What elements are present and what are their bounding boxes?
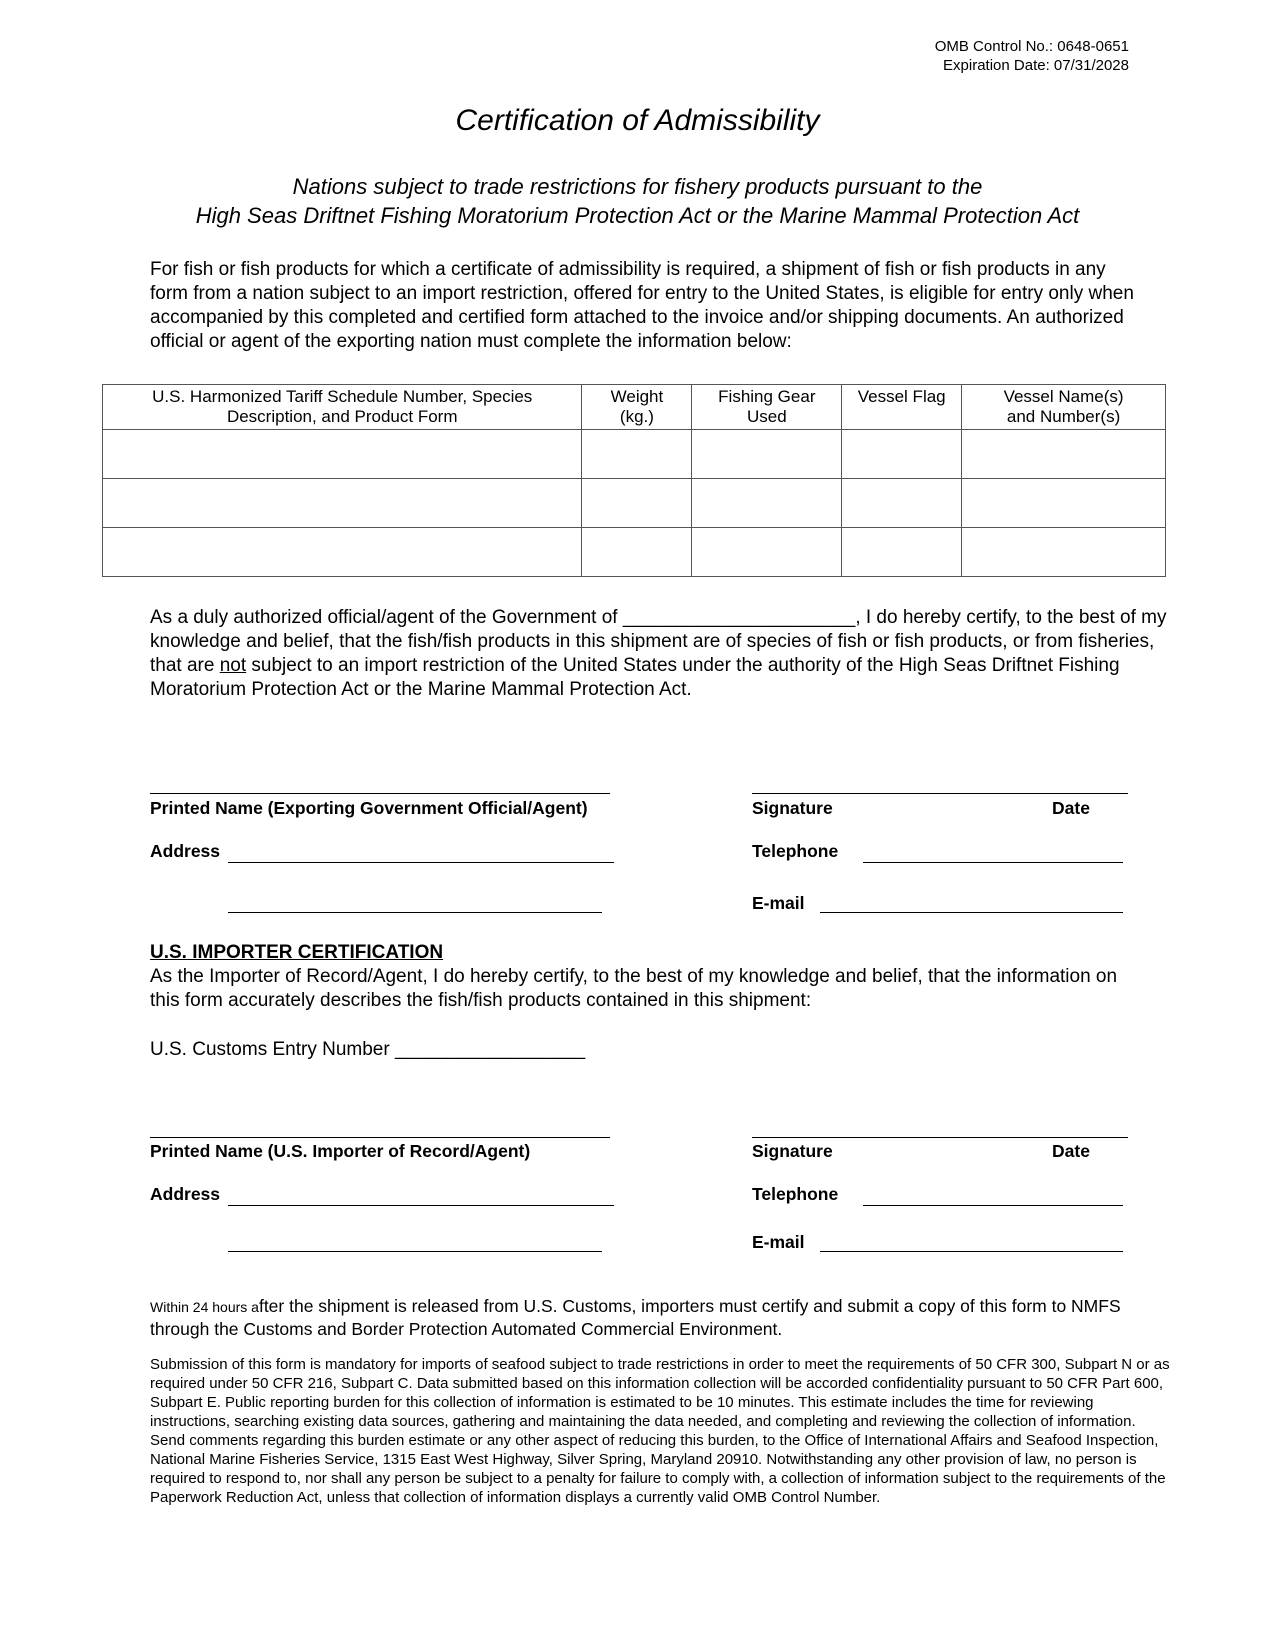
exporter-printed-name-line[interactable] (150, 793, 610, 794)
exporter-telephone-line[interactable] (863, 862, 1123, 863)
exporter-signature-line[interactable] (752, 793, 1128, 794)
col-header-weight (582, 385, 692, 430)
customs-entry-blank[interactable]: __________________ (394, 1039, 586, 1060)
table-header-row (103, 385, 1166, 430)
table-row (103, 528, 1166, 577)
importer-signature-line[interactable] (752, 1137, 1128, 1138)
col-header-text: Fishing Gear (718, 387, 816, 406)
expiration-date: Expiration Date: 07/31/2028 (943, 57, 1129, 74)
table-cell-weight[interactable] (582, 528, 692, 577)
col-header-text: Used (746, 407, 787, 426)
table-cell-flag[interactable] (842, 479, 962, 528)
importer-section (150, 941, 1150, 1013)
table-cell-gear[interactable] (692, 528, 842, 577)
intro-paragraph: For fish or fish products for which a certificate of admissibility is required, a shipment of fish or fish products in any form from a nation subject to an import restriction, offered for entry to the United States, is eligible for entry only when accompanied by this completed and certified form attached to the invoice and/or shipping documents. An authorized official or agent of the exporting nation must complete the information below: (150, 259, 1134, 352)
subtitle (0, 172, 1275, 230)
not-emphasis: not (219, 655, 247, 676)
exporter-email-line[interactable] (820, 912, 1123, 913)
table-row (103, 479, 1166, 528)
customs-entry (150, 1038, 1150, 1062)
exporter-address-line-2[interactable] (228, 912, 602, 913)
exporter-signature-label: Signature (752, 798, 833, 818)
table-cell-vessel[interactable] (962, 479, 1166, 528)
col-header-text: (kg.) (619, 407, 654, 426)
importer-signature-label: Signature (752, 1141, 833, 1161)
certification-paragraph (150, 606, 1170, 702)
cert-text: subject to an import restriction of the United States under the authority of the High Seas Driftnet Fishing Moratorium Protection Act or the Marine Mammal Protection Act. (150, 655, 1120, 700)
table-cell-weight[interactable] (582, 430, 692, 479)
exporter-telephone-label: Telephone (752, 841, 839, 861)
subtitle-line-2: High Seas Driftnet Fishing Moratorium Protection Act or the Marine Mammal Protection Act (195, 203, 1080, 228)
omb-control-number: OMB Control No.: 0648-0651 (934, 38, 1129, 55)
table-cell-gear[interactable] (692, 430, 842, 479)
table-cell-weight[interactable] (582, 479, 692, 528)
cert-text: , I do hereby certify, to the best of my knowledge and belief, that the fish/fish products in this shipment are of species of fish or fish products, or from fisheries, that are (150, 607, 1167, 676)
exporter-address-label: Address (150, 841, 221, 861)
subtitle-line-1: Nations subject to trade restrictions for fishery products pursuant to the (292, 174, 983, 199)
table-cell-tariff[interactable] (103, 528, 582, 577)
cert-text: As a duly authorized official/agent of the Government of (150, 607, 623, 628)
table-cell-tariff[interactable] (103, 479, 582, 528)
submission-note-text: fter the shipment is released from U.S. Customs, importers must certify and submit a copy of this form to NMFS through the Customs and Border Protection Automated Commercial Environment. (150, 1296, 1121, 1339)
col-header-text: Weight (610, 387, 664, 406)
exporter-address-line[interactable] (228, 862, 614, 863)
importer-address-line-2[interactable] (228, 1251, 602, 1252)
exporter-printed-name-label: Printed Name (Exporting Government Official/Agent) (150, 798, 588, 818)
col-header-text: Vessel Name(s) (1003, 387, 1124, 406)
shipment-table (102, 384, 1166, 577)
col-header-text: Vessel Flag (857, 387, 946, 406)
col-header-vessel (962, 385, 1166, 430)
customs-entry-label: U.S. Customs Entry Number (150, 1039, 390, 1060)
government-blank[interactable]: ______________________ (622, 607, 856, 628)
table-cell-flag[interactable] (842, 528, 962, 577)
table-cell-tariff[interactable] (103, 430, 582, 479)
table-row (103, 430, 1166, 479)
table-cell-vessel[interactable] (962, 430, 1166, 479)
importer-address-line[interactable] (228, 1205, 614, 1206)
omb-info (935, 37, 1129, 75)
col-header-tariff (103, 385, 582, 430)
importer-printed-name-label: Printed Name (U.S. Importer of Record/Agent) (150, 1141, 531, 1161)
paperwork-footnote: Submission of this form is mandatory for imports of seafood subject to trade restrictions in order to meet the requirements of 50 CFR 300, Subpart N or as required under 50 CFR 216, Subpart C. Data submitted based on this information collection will be accorded confidentiality pursuant to 50 CFR Part 600, Subpart E. Public reporting burden for this collection of information is estimated to be 10 minutes. This estimate includes the time for reviewing instructions, searching existing data sources, gathering and maintaining the data needed, and completing and reviewing the collection of information. Send comments regarding this burden estimate or any other aspect of reducing this burden, to the Office of International Affairs and Seafood Inspection, National Marine Fisheries Service, 1315 East West Highway, Silver Spring, Maryland 20910. Notwithstanding any other provision of law, no person is required to respond to, nor shall any person be subject to a penalty for failure to comply with, a collection of information subject to the requirements of the Paperwork Reduction Act, unless that collection of information displays a currently valid OMB Control Number. (150, 1356, 1170, 1506)
exporter-email-label: E-mail (752, 893, 805, 913)
col-header-text: U.S. Harmonized Tariff Schedule Number, Species (152, 387, 533, 406)
col-header-gear (692, 385, 842, 430)
col-header-text: Description, and Product Form (226, 407, 458, 426)
importer-email-label: E-mail (752, 1232, 805, 1252)
importer-telephone-line[interactable] (863, 1205, 1123, 1206)
importer-statement: As the Importer of Record/Agent, I do hereby certify, to the best of my knowledge and belief, that the information on this form accurately describes the fish/fish products contained in this shipment: (150, 966, 1118, 1011)
table-cell-flag[interactable] (842, 430, 962, 479)
importer-printed-name-line[interactable] (150, 1137, 610, 1138)
importer-date-label: Date (1052, 1141, 1090, 1161)
table-cell-vessel[interactable] (962, 528, 1166, 577)
col-header-text: and Number(s) (1006, 407, 1121, 426)
importer-address-label: Address (150, 1184, 221, 1204)
col-header-flag (842, 385, 962, 430)
importer-email-line[interactable] (820, 1251, 1123, 1252)
submission-note-small: Within 24 hours a (150, 1299, 259, 1315)
importer-telephone-label: Telephone (752, 1184, 839, 1204)
page-title: Certification of Admissibility (455, 104, 820, 137)
importer-heading: U.S. IMPORTER CERTIFICATION (150, 942, 444, 963)
exporter-date-label: Date (1052, 798, 1090, 818)
submission-note (150, 1295, 1170, 1340)
table-cell-gear[interactable] (692, 479, 842, 528)
